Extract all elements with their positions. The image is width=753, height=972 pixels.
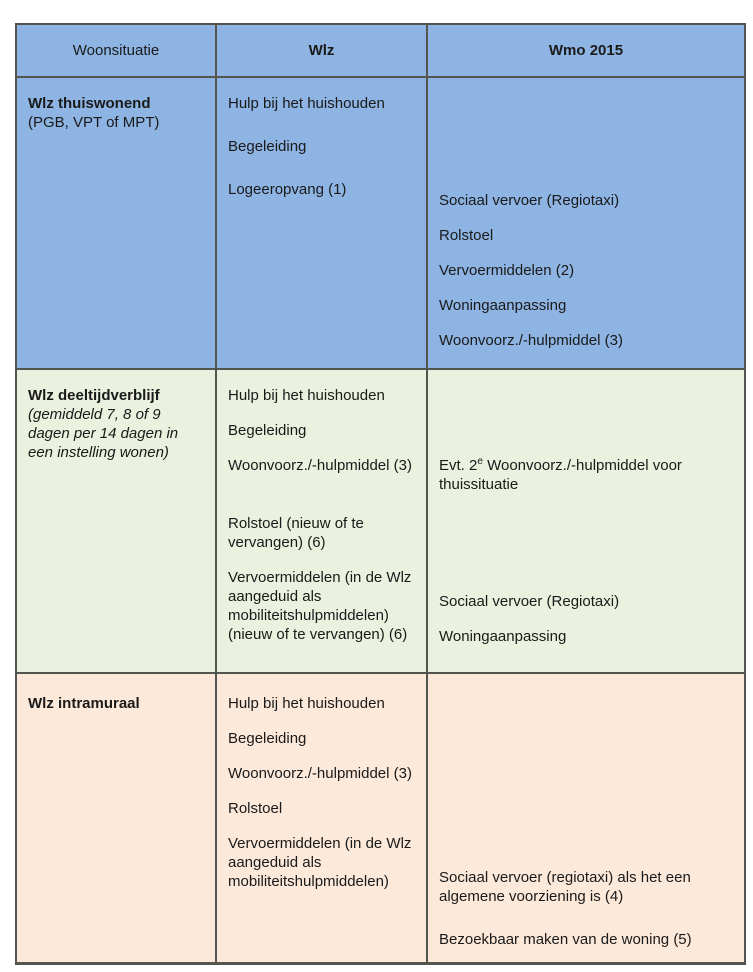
row2-situation-title: Wlz deeltijdverblijf bbox=[28, 387, 160, 404]
row1-situation-title: Wlz thuiswonend bbox=[28, 95, 151, 112]
row3-situation-title: Wlz intramuraal bbox=[28, 695, 140, 712]
cell-row3-wmo bbox=[428, 674, 744, 962]
evt-text-prefix: Evt. 2 bbox=[439, 457, 478, 474]
evt-superscript: e bbox=[477, 456, 483, 467]
wlz-item: Rolstoel bbox=[228, 800, 283, 817]
header-label-wmo2015: Wmo 2015 bbox=[548, 42, 624, 59]
header-label-wlz: Wlz bbox=[308, 42, 335, 59]
header-cell-woonsituatie bbox=[17, 25, 217, 78]
wlz-item: Begeleiding bbox=[228, 730, 307, 747]
wmo-item: Woonvoorz./-hulpmiddel (3) bbox=[439, 332, 623, 349]
wlz-item: Vervoermiddelen (in de Wlz aangeduid als mobiliteitshulpmiddelen) bbox=[228, 835, 412, 890]
cell-row1-situatie bbox=[17, 78, 217, 370]
wmo-item-evt-woonvoorz bbox=[439, 456, 734, 494]
wmo-item: Bezoekbaar maken van de woning (5) bbox=[439, 931, 692, 948]
spacer bbox=[439, 694, 734, 868]
spacer bbox=[439, 386, 734, 456]
cell-row3-wlz bbox=[217, 674, 428, 962]
evt-text-rest: Woonvoorz./-hulpmiddel voor thuissituatie bbox=[439, 457, 682, 493]
header-cell-wmo2015 bbox=[428, 25, 744, 78]
cell-row2-wmo bbox=[428, 370, 744, 674]
wmo-item: Sociaal vervoer (regiotaxi) als het een algemene voorziening is (4) bbox=[439, 869, 691, 905]
wlz-item: Hulp bij het huishouden bbox=[228, 95, 385, 112]
wlz-item: Begeleiding bbox=[228, 422, 307, 439]
cell-row2-situatie bbox=[17, 370, 217, 674]
header-cell-wlz bbox=[217, 25, 428, 78]
wmo-item: Vervoermiddelen (2) bbox=[439, 262, 575, 279]
wmo-item: Woningaanpassing bbox=[439, 628, 567, 645]
row2-situation-subtitle: (gemiddeld 7, 8 of 9 dagen per 14 dagen in een instelling wonen) bbox=[28, 406, 179, 461]
wlz-item: Rolstoel (nieuw of te vervangen) (6) bbox=[228, 515, 364, 551]
wmo-item: Woningaanpassing bbox=[439, 297, 567, 314]
cell-row2-wlz bbox=[217, 370, 428, 674]
wlz-item: Woonvoorz./-hulpmiddel (3) bbox=[228, 765, 412, 782]
cell-row1-wmo bbox=[428, 78, 744, 370]
wlz-item: Hulp bij het huishouden bbox=[228, 695, 385, 712]
wlz-item: Begeleiding bbox=[228, 138, 307, 155]
wmo-item: Rolstoel bbox=[439, 227, 494, 244]
spacer bbox=[439, 94, 734, 191]
header-label-woonsituatie: Woonsituatie bbox=[72, 42, 160, 59]
wlz-item: Vervoermiddelen (in de Wlz aangeduid als mobiliteitshulpmiddelen) (nieuw of te vervangen) (6) bbox=[228, 569, 412, 643]
wlz-item: Hulp bij het huishouden bbox=[228, 387, 385, 404]
wlz-item: Woonvoorz./-hulpmiddel (3) bbox=[228, 457, 412, 474]
wlz-wmo-comparison-table bbox=[15, 23, 746, 965]
wlz-item: Logeeropvang (1) bbox=[228, 181, 347, 198]
wmo-item: Sociaal vervoer (Regiotaxi) bbox=[439, 593, 620, 610]
cell-row1-wlz bbox=[217, 78, 428, 370]
row1-situation-subtitle: (PGB, VPT of MPT) bbox=[28, 114, 160, 131]
wmo-item: Sociaal vervoer (Regiotaxi) bbox=[439, 192, 620, 209]
cell-row3-situatie bbox=[17, 674, 217, 962]
